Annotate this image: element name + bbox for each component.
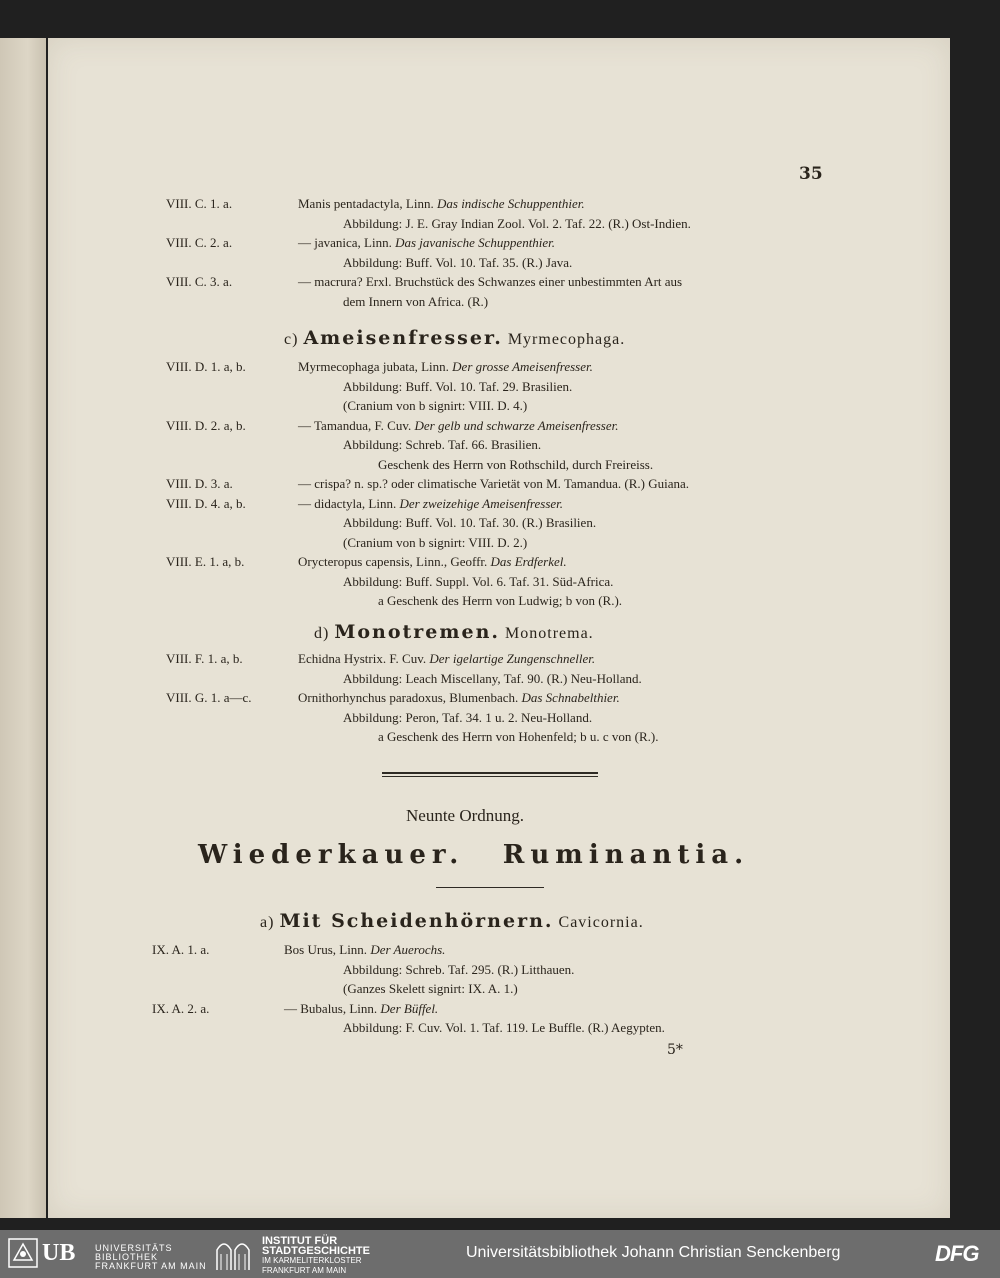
entry-code: VIII. D. 4. a, b. [166,495,246,511]
common-name: Das indische Schuppenthier. [437,196,585,211]
section-german: Monotremen. [334,621,501,643]
species-name: — didactyla, Linn. [298,495,397,511]
order-heading: Neunte Ordnung. [406,806,525,825]
entry-code: VIII. C. 1. a. [166,196,233,211]
entry-main [284,1001,438,1017]
entry-main [298,651,595,667]
section-latin: Monotrema. [505,625,594,642]
arches-icon [214,1236,252,1272]
species-name: — Tamandua, F. Cuv. [298,417,412,433]
entry-detail: Geschenk des Herrn von Rothschild, durch Freireiss. [378,456,654,472]
ub-logo-text: UB [42,1240,76,1266]
entry-detail: Abbildung: J. E. Gray Indian Zool. Vol. 2. Taf. 22. (R.) Ost-Indien. [343,215,691,231]
species-name: Echidna Hystrix. F. Cuv. [298,651,427,666]
section-latin: Myrmecophaga. [507,331,626,348]
section-c-heading [284,327,625,349]
common-name: Der gelb und schwarze Ameisenfresser. [414,417,619,433]
entry-detail: Abbildung: Buff. Vol. 10. Taf. 29. Brasilien. [343,378,573,394]
book-page [48,38,950,1218]
entry-main [298,554,567,570]
common-name: Das javanische Schuppenthier. [395,235,556,250]
entry-detail: Abbildung: Buff. Suppl. Vol. 6. Taf. 31. Süd-Africa. [343,573,614,589]
entry-code: VIII. F. 1. a, b. [166,651,243,666]
entry-main [298,359,593,375]
species-name: Orycteropus capensis, Linn., Geoffr. [298,554,488,569]
common-name: Das Erdferkel. [490,554,567,569]
section-german: Ameisenfresser. [303,327,503,349]
entry-code: VIII. D. 2. a, b. [166,417,246,433]
entry-main [298,418,619,434]
entry-detail: Abbildung: Schreb. Taf. 66. Brasilien. [343,437,542,452]
entry-detail: dem Innern von Africa. (R.) [343,293,489,309]
species-name: — macrura? Erxl. Bruchstück des Schwanzes einer unbestimmten Art aus [298,274,683,289]
entry-main [298,274,682,290]
section-a-heading [260,910,644,932]
previous-page-edge [0,38,46,1218]
entry-detail: Abbildung: Leach Miscellany, Taf. 90. (R.) Neu-Holland. [343,670,642,686]
entry-main [298,235,555,251]
divider-rule-short [436,887,544,888]
entry-main [298,196,585,212]
order-title-latin: Ruminantia. [502,840,750,870]
divider-rule-thin [382,776,598,777]
entry-detail: a Geschenk des Herrn von Ludwig; b von (R.). [378,593,623,608]
entry-detail: Abbildung: Peron, Taf. 34. 1 u. 2. Neu-Holland. [343,709,593,725]
common-name: Der igelartige Zungenschneller. [429,651,596,666]
species-name: Manis pentadactyla, Linn. [298,196,434,211]
footer-bar [0,1230,1000,1278]
common-name: Der Büffel. [380,1000,439,1016]
common-name: Der zweizehige Ameisenfresser. [399,495,564,511]
entry-code: VIII. D. 1. a, b. [166,359,246,374]
ub-line-2: BIBLIOTHEK [95,1252,159,1262]
order-title [198,840,749,870]
entry-detail: Abbildung: Schreb. Taf. 295. (R.) Litthauen. [343,961,575,977]
isg-line-1: INSTITUT FÜR [262,1235,338,1247]
entry-code: VIII. G. 1. a—c. [166,690,252,705]
entry-detail: Abbildung: Buff. Vol. 10. Taf. 35. (R.) Java. [343,254,573,270]
library-emblem-icon [8,1238,38,1268]
entry-main [298,476,689,492]
species-name: — javanica, Linn. [298,235,392,250]
species-name: Myrmecophaga jubata, Linn. [298,359,449,374]
entry-code: VIII. D. 3. a. [166,476,233,491]
section-letter: a) [260,914,275,931]
footer-library-name[interactable]: Universitätsbibliothek Johann Christian Senckenberg [466,1244,841,1261]
entry-detail: Abbildung: F. Cuv. Vol. 1. Taf. 119. Le Buffle. (R.) Aegypten. [343,1020,665,1035]
isg-line-4: FRANKFURT AM MAIN [262,1266,347,1275]
section-german: Mit Scheidenhörnern. [279,910,554,932]
dfg-logo[interactable]: DFG [935,1241,979,1266]
species-name: — Bubalus, Linn. [284,1000,378,1016]
section-d-heading [314,621,594,643]
species-name: — crispa? n. sp.? oder climatische Varietät von M. Tamandua. (R.) Guiana. [298,476,690,491]
entry-code: VIII. C. 2. a. [166,235,233,250]
species-name: Bos Urus, Linn. [284,942,368,957]
signature-mark: 5* [667,1042,683,1058]
isg-logo[interactable] [214,1236,252,1272]
entry-detail: (Ganzes Skelett signirt: IX. A. 1.) [343,981,518,996]
entry-code: VIII. E. 1. a, b. [166,554,245,569]
entry-detail: (Cranium von b signirt: VIII. D. 2.) [343,534,528,550]
divider-rule [382,772,598,774]
entry-code: VIII. C. 3. a. [166,274,233,289]
ub-line-3: FRANKFURT AM MAIN [95,1261,207,1271]
section-letter: c) [284,331,299,348]
isg-name [262,1236,370,1276]
entry-detail: Abbildung: Buff. Vol. 10. Taf. 30. (R.) Brasilien. [343,515,597,530]
entry-code: IX. A. 1. a. [152,942,210,957]
common-name: Der Auerochs. [370,942,446,957]
isg-line-3: IM KARMELITERKLOSTER [262,1256,362,1265]
entry-detail: a Geschenk des Herrn von Hohenfeld; b u. c von (R.). [378,729,659,744]
order-title-german: Wiederkauer. [198,840,465,870]
section-latin: Cavicornia. [558,914,644,931]
isg-line-2: STADTGESCHICHTE [262,1245,370,1257]
species-name: Ornithorhynchus paradoxus, Blumenbach. [298,690,519,705]
entry-main [284,942,445,958]
entry-main [298,690,620,706]
ub-line-1: UNIVERSITÄTS [95,1243,173,1253]
section-letter: d) [314,625,330,642]
ub-name [95,1244,207,1271]
entry-code: IX. A. 2. a. [152,1000,210,1016]
entry-main [298,496,563,512]
common-name: Der grosse Ameisenfresser. [452,359,593,374]
common-name: Das Schnabelthier. [521,690,620,705]
entry-detail: (Cranium von b signirt: VIII. D. 4.) [343,398,528,413]
ub-logo[interactable] [8,1238,38,1268]
page-number: 35 [799,164,823,184]
